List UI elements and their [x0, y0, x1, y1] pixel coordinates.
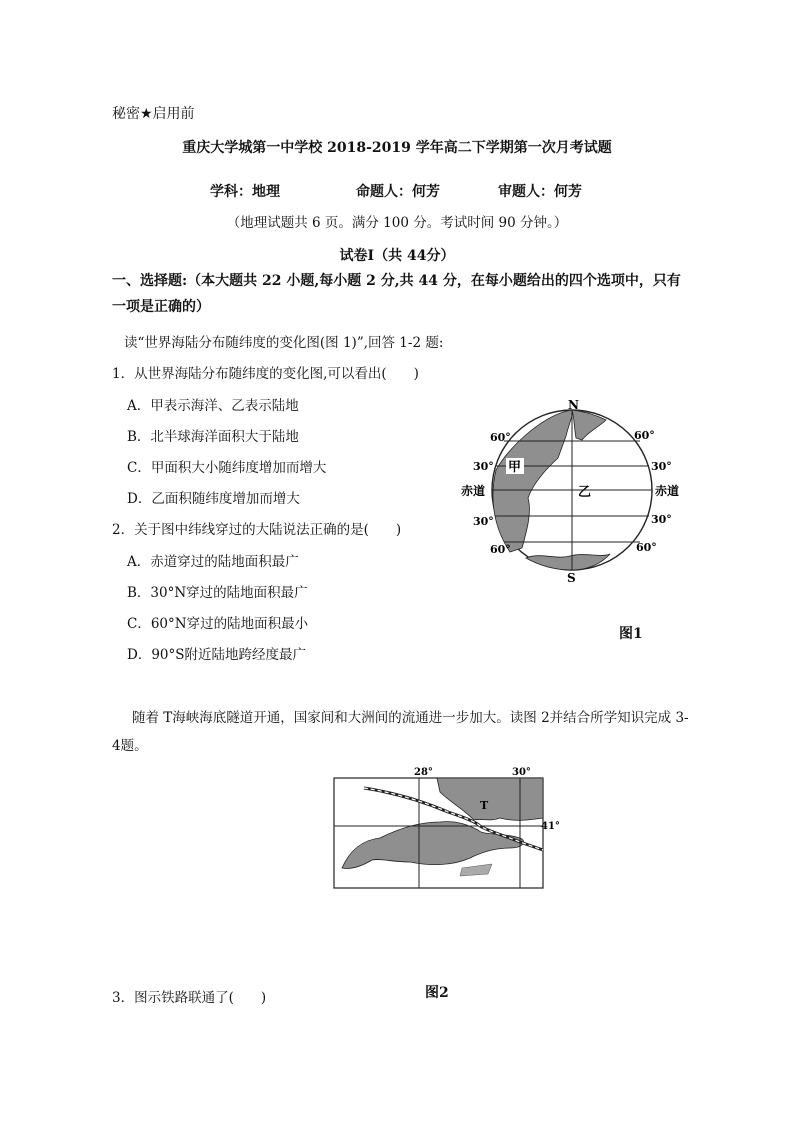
- figure1-caption: 图1: [619, 626, 643, 642]
- lat-41-label: 41°: [541, 821, 560, 832]
- s30-left: 30°: [473, 515, 494, 528]
- exam-title: 重庆大学城第一中学校 2018-2019 学年高二下学期第一次月考试题: [182, 140, 612, 156]
- n60-right: 60°: [634, 429, 655, 442]
- q2-option-d: D．90°S附近陆地跨经度最广: [127, 647, 306, 663]
- n30-left: 30°: [473, 460, 494, 473]
- south-land: [526, 554, 610, 570]
- exam-note: （地理试题共 6 页。满分 100 分。考试时间 90 分钟。）: [226, 215, 568, 231]
- q1-option-a: A．甲表示海洋、乙表示陆地: [127, 398, 299, 414]
- q2-option-c: C．60°N穿过的陆地面积最小: [127, 616, 309, 632]
- author-label: 命题人：何芳: [356, 184, 440, 200]
- equator-left: 赤道: [461, 484, 486, 498]
- n30-right: 30°: [651, 460, 672, 473]
- group2-paragraph: 随着 T海峡海底隧道开通，国家间和大洲间的流通进一步加大。读图 2并结合所学知识完成 3-4题。: [112, 710, 689, 754]
- north-label: N: [568, 398, 579, 412]
- strait-label: T: [480, 799, 489, 812]
- ocean-label: 乙: [578, 485, 592, 500]
- s60-left: 60°: [490, 543, 511, 556]
- figure1-globe: [455, 395, 695, 590]
- section-heading: 一、选择题:（本大题共 22 小题,每小题 2 分,共 44 分，在每小题给出的四个选项中，只有一项是正确的）: [112, 273, 681, 315]
- reviewer-label: 审题人：何芳: [498, 184, 582, 200]
- q2-option-a: A．赤道穿过的陆地面积最广: [127, 554, 299, 570]
- subject-label: 学科：地理: [210, 184, 280, 200]
- n60-left: 60°: [490, 431, 511, 444]
- land-label: 甲: [508, 460, 522, 475]
- lon-28-label: 28°: [414, 767, 433, 778]
- lon-30-label: 30°: [512, 767, 531, 778]
- secret-mark: 秘密★启用前: [112, 106, 195, 122]
- q1-option-d: D．乙面积随纬度增加而增大: [127, 491, 300, 507]
- q2-option-b: B．30°N穿过的陆地面积最广: [127, 585, 308, 601]
- s30-right: 30°: [651, 513, 672, 526]
- south-label: S: [567, 571, 576, 585]
- figure2-map: [325, 763, 565, 893]
- paper-title: 试卷Ⅰ（共 44分）: [339, 248, 455, 264]
- question-3: 3．图示铁路联通了( ): [112, 990, 267, 1006]
- s60-right: 60°: [636, 541, 657, 554]
- question-1: 1．从世界海陆分布随纬度的变化图,可以看出( ): [112, 366, 419, 382]
- group1-intro: 读“世界海陆分布随纬度的变化图(图 1)”,回答 1-2 题:: [124, 335, 444, 351]
- q1-option-c: C．甲面积大小随纬度增加而增大: [127, 460, 327, 476]
- equator-right: 赤道: [655, 484, 680, 498]
- question-2: 2．关于图中纬线穿过的大陆说法正确的是( ): [112, 522, 402, 538]
- figure2-caption: 图2: [425, 985, 449, 1001]
- q1-option-b: B．北半球海洋面积大于陆地: [127, 429, 299, 445]
